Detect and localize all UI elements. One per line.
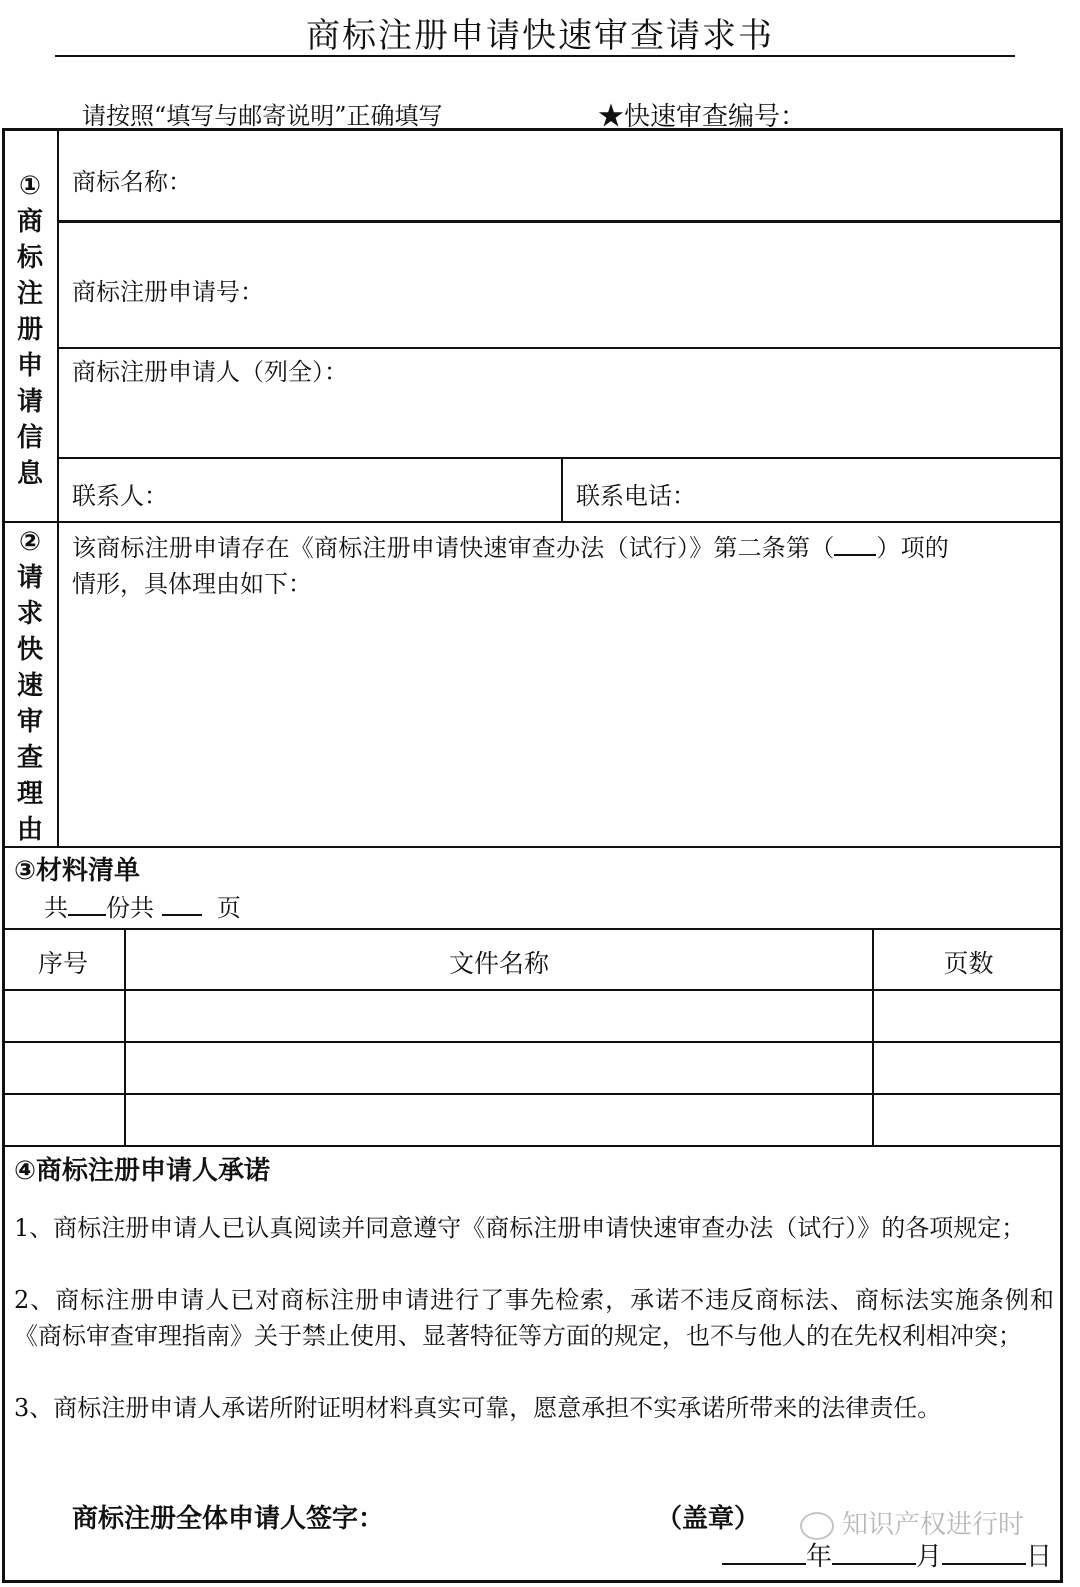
commitment-item-2: 2、商标注册申请人已对商标注册申请进行了事先检索，承诺不违反商标法、商标法实施条例和《商标审查审理指南》关于禁止使用、显著特征等方面的规定，也不与他人的在先权利相冲突； [14,1286,1054,1350]
column-header-filename: 文件名称 [448,949,549,978]
column-divider [124,928,126,1146]
contact-phone-label: 联系电话： [576,482,696,510]
column-header-pages: 页数 [943,949,994,978]
contact-person-label: 联系人： [72,482,168,510]
column-divider [872,928,874,1146]
title-underline [55,55,1015,57]
table-row [2,1093,1063,1095]
row-divider [57,347,1063,349]
commitment-item-3: 3、商标注册申请人承诺所附证明材料真实可靠，愿意承担不实承诺所带来的法律责任。 [14,1394,942,1422]
section-divider [2,846,1063,848]
row-divider [57,220,1063,223]
pages-blank[interactable] [162,892,202,916]
table-row [2,989,1063,991]
section2-heading: ② 请 求 快 速 审 查 理 由 [16,527,43,845]
day-blank[interactable] [942,1541,1026,1565]
section-divider [2,1145,1063,1147]
reason-detail-label: 情形，具体理由如下： [72,570,312,598]
month-blank[interactable] [832,1541,916,1565]
watermark: 知识产权进行时 [800,1504,1024,1541]
trademark-name-label: 商标名称： [72,168,192,196]
section3-heading: ③材料清单 [14,856,141,886]
page-title: 商标注册申请快速审查请求书 [306,16,774,56]
contact-divider [561,457,563,521]
material-count: 共 份共 页 [44,894,241,922]
year-blank[interactable] [722,1541,806,1565]
commitment-item-1: 1、商标注册申请人已认真阅读并同意遵守《商标注册申请快速审查办法（试行）》的各项规定； [14,1214,1026,1242]
section1-heading: ① 商 标 注 册 申 请 信 息 [16,171,43,489]
application-number-label: 商标注册申请号： [72,278,264,306]
item-number-blank[interactable] [834,532,876,556]
seal-label: （盖章） [656,1504,761,1534]
row-divider [57,457,1063,459]
column-header-index: 序号 [37,949,88,978]
section-divider [2,521,1063,523]
signature-label: 商标注册全体申请人签字： [72,1504,385,1534]
section4-heading: ④商标注册申请人承诺 [14,1156,271,1186]
fill-instruction: 请按照“填写与邮寄说明”正确填写 [82,102,443,130]
table-top-border [2,928,1063,930]
table-row [2,1041,1063,1043]
applicants-label: 商标注册申请人（列全）： [72,358,348,386]
reason-statement: 该商标注册申请存在《商标注册申请快速审查办法（试行）》第二条第（ ）项的 [72,534,950,562]
fast-review-number-label: ★快速审查编号： [598,102,807,132]
copies-blank[interactable] [68,892,106,916]
date-line: 年 月 日 [722,1536,1052,1573]
